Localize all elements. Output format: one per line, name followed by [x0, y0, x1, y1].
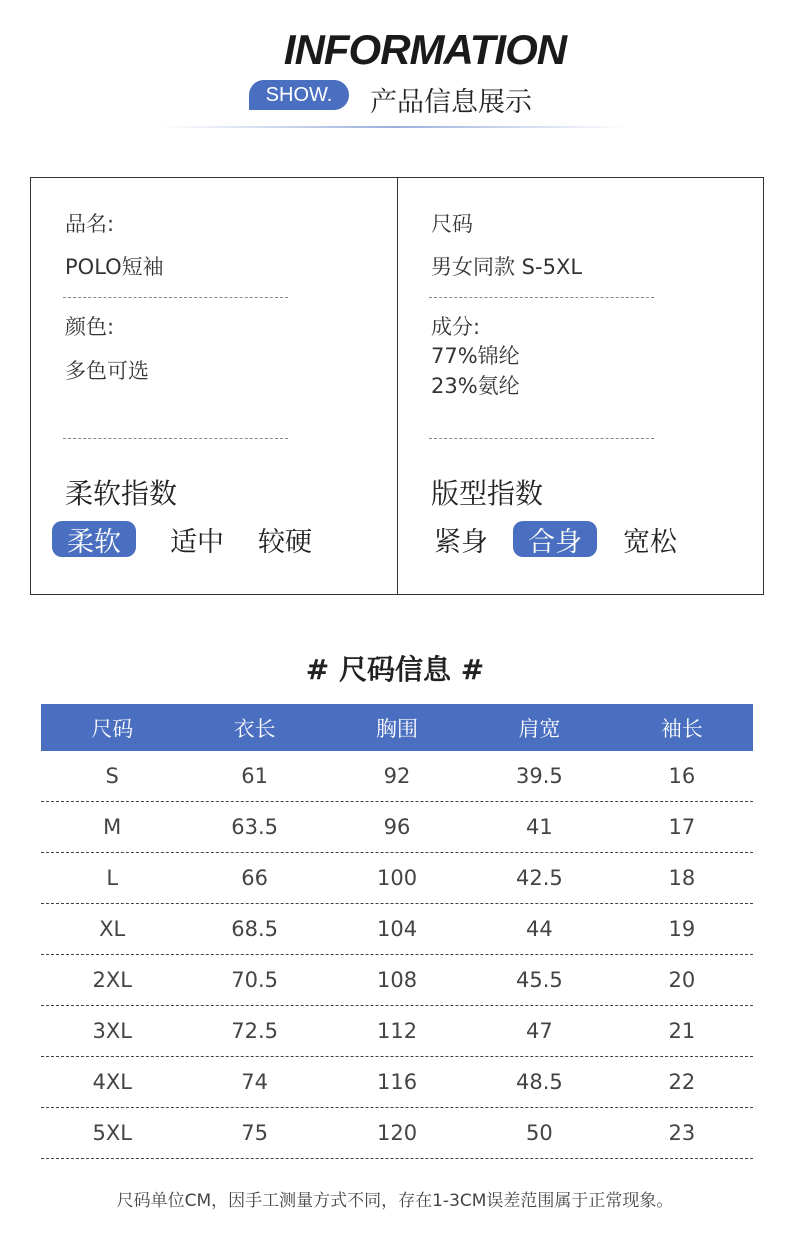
cell-sleeve: 16	[668, 764, 696, 788]
cell-size: L	[106, 866, 119, 890]
size-note: 尺码单位CM，因手工测量方式不同，存在1-3CM误差范围属于正常现象。	[116, 1191, 674, 1211]
name-label: 品名:	[65, 212, 115, 236]
show-badge: SHOW.	[249, 80, 349, 110]
page-title: INFORMATION	[283, 26, 567, 73]
cell-shoulder: 42.5	[516, 866, 563, 890]
cell-chest: 116	[376, 1070, 418, 1094]
material-label: 成分:	[431, 315, 481, 339]
table-row	[41, 1108, 753, 1159]
cell-sleeve: 22	[668, 1070, 696, 1094]
cell-size: 3XL	[92, 1019, 132, 1043]
page-subtitle: 产品信息展示	[370, 87, 532, 118]
name-divider	[63, 297, 288, 298]
size-divider	[429, 297, 654, 298]
softness-option-medium[interactable]: 适中	[170, 526, 224, 558]
fit-option-regular[interactable]: 合身	[513, 521, 597, 557]
cell-length: 68.5	[231, 917, 278, 941]
size-info-title: # 尺码信息 #	[305, 653, 485, 686]
table-row	[41, 904, 753, 955]
fit-option-loose[interactable]: 宽松	[623, 526, 677, 558]
cell-chest: 112	[376, 1019, 418, 1043]
cell-size: M	[103, 815, 122, 839]
cell-shoulder: 41	[526, 815, 553, 839]
cell-length: 75	[241, 1121, 268, 1145]
cell-sleeve: 23	[668, 1121, 696, 1145]
product-info-box	[30, 177, 764, 595]
table-row	[41, 955, 753, 1006]
table-row	[41, 751, 753, 802]
cell-chest: 92	[383, 764, 411, 788]
cell-chest: 120	[376, 1121, 418, 1145]
column-header-shoulder: 肩宽	[518, 716, 561, 741]
softness-index-title: 柔软指数	[65, 477, 178, 510]
cell-shoulder: 39.5	[516, 764, 563, 788]
cell-length: 63.5	[231, 815, 278, 839]
column-header-size: 尺码	[91, 716, 134, 741]
cell-sleeve: 21	[668, 1019, 696, 1043]
cell-chest: 96	[383, 815, 411, 839]
cell-chest: 100	[376, 866, 418, 890]
cell-shoulder: 44	[526, 917, 553, 941]
cell-shoulder: 47	[526, 1019, 553, 1043]
cell-size: 5XL	[92, 1121, 132, 1145]
softness-option-hard[interactable]: 较硬	[258, 526, 312, 558]
material-line-2: 23%氨纶	[431, 374, 520, 398]
size-table-header	[41, 704, 753, 751]
material-line-1: 77%锦纶	[431, 344, 520, 368]
cell-shoulder: 45.5	[516, 968, 563, 992]
cell-sleeve: 19	[668, 917, 696, 941]
cell-length: 61	[241, 764, 268, 788]
table-row	[41, 853, 753, 904]
cell-sleeve: 18	[668, 866, 696, 890]
table-row	[41, 1006, 753, 1057]
cell-length: 70.5	[231, 968, 278, 992]
cell-length: 72.5	[231, 1019, 278, 1043]
cell-size: 2XL	[92, 968, 132, 992]
cell-shoulder: 50	[526, 1121, 553, 1145]
info-column-divider	[397, 178, 398, 594]
cell-chest: 104	[376, 917, 418, 941]
cell-length: 74	[241, 1070, 268, 1094]
cell-shoulder: 48.5	[516, 1070, 563, 1094]
table-row	[41, 1057, 753, 1108]
table-row	[41, 802, 753, 853]
name-value: POLO短袖	[65, 255, 164, 279]
cell-size: S	[105, 764, 119, 788]
size-table-body	[41, 751, 753, 1159]
fit-option-tight[interactable]: 紧身	[434, 526, 488, 558]
cell-length: 66	[241, 866, 268, 890]
column-header-chest: 胸围	[376, 716, 419, 741]
size-label: 尺码	[431, 212, 473, 236]
color-label: 颜色:	[65, 315, 115, 339]
cell-chest: 108	[376, 968, 418, 992]
cell-sleeve: 20	[668, 968, 696, 992]
size-table	[41, 704, 753, 1159]
fit-index-title: 版型指数	[431, 477, 544, 510]
column-header-length: 衣长	[233, 716, 276, 741]
cell-size: 4XL	[92, 1070, 132, 1094]
color-divider	[63, 438, 288, 439]
cell-size: XL	[99, 917, 126, 941]
header-divider	[160, 126, 630, 128]
column-header-sleeve: 袖长	[660, 716, 703, 741]
color-value: 多色可选	[65, 359, 149, 383]
softness-option-soft[interactable]: 柔软	[52, 521, 136, 557]
size-value: 男女同款 S-5XL	[431, 255, 583, 279]
cell-sleeve: 17	[668, 815, 696, 839]
material-divider	[429, 438, 654, 439]
